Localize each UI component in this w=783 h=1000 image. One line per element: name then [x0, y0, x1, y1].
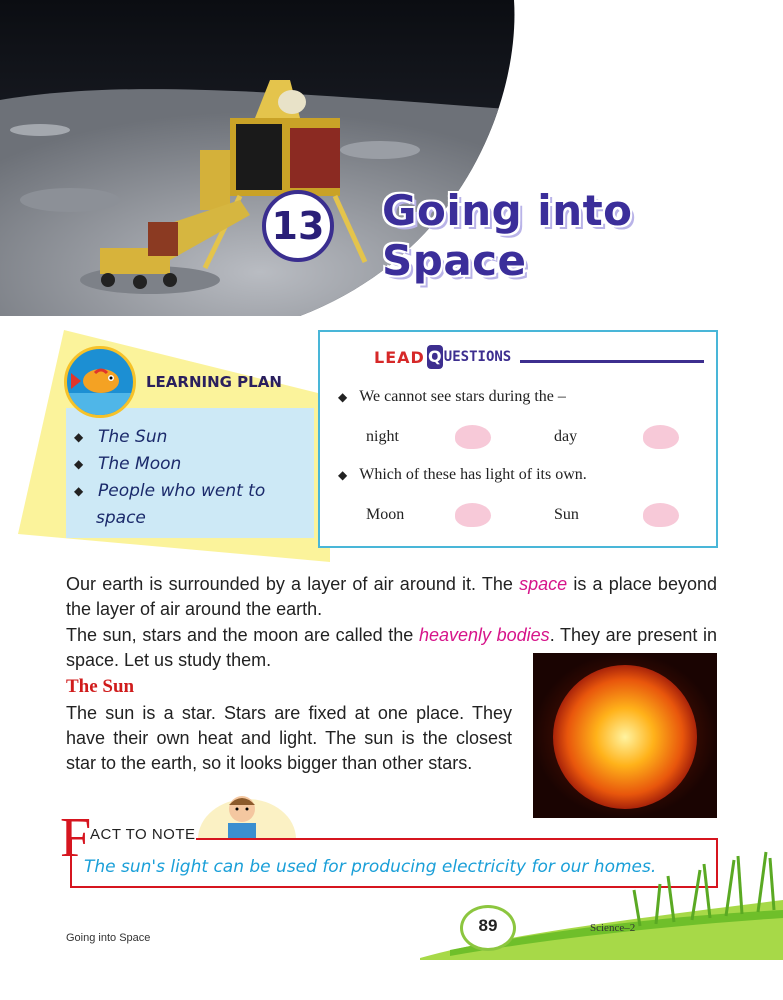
footer-subject: Science–2: [590, 922, 636, 934]
diamond-bullet-icon: ◆: [74, 457, 84, 471]
learning-plan-heading: LEARNING PLAN: [146, 373, 282, 391]
chapter-title: [382, 186, 762, 286]
fact-to-note-label: ACT TO NOTE: [90, 826, 196, 843]
section-heading-sun: The Sun: [66, 676, 135, 697]
keyword-space: space: [519, 574, 568, 594]
paragraph-space: Our earth is surrounded by a layer of air around it. The space is a place beyond the layer of air around the earth.: [66, 574, 717, 619]
answer-cloud-icon[interactable]: [643, 425, 679, 449]
question-1: ◆ We cannot see stars during the –: [338, 388, 566, 405]
learning-plan-list: [74, 424, 310, 532]
lead-word: LEAD: [374, 347, 425, 367]
diamond-bullet-icon: ◆: [338, 390, 348, 404]
chapter-title-line1: Going into: [382, 186, 633, 235]
paragraph-heavenly-bodies: The sun, stars and the moon are called the heavenly bodies. They are present in space. Let us study them.: [66, 625, 717, 670]
paragraph-sun: The sun is a star. Stars are fixed at one place. They have their own heat and light. The sun is the closest star to the earth, so it looks bigger than other stars.: [66, 703, 512, 773]
q2-option-moon: Moon: [366, 506, 405, 523]
q2-option-sun: Sun: [554, 506, 579, 523]
fact-to-note-text: The sun's light can be used for producing electricity for our homes.: [84, 857, 657, 877]
diamond-bullet-icon: ◆: [74, 430, 84, 444]
list-item: ◆ People who went to: [74, 478, 310, 505]
q1-option-night: night: [366, 428, 399, 445]
lead-questions-heading: [374, 344, 511, 370]
question-mark-icon: Q: [427, 345, 443, 369]
footer-chapter-name: Going into Space: [66, 932, 151, 944]
list-item: ◆ The Sun: [74, 424, 310, 451]
answer-cloud-icon[interactable]: [455, 503, 491, 527]
thinking-boy-illustration: [198, 787, 296, 839]
hero-banner: [0, 0, 783, 318]
diamond-bullet-icon: ◆: [74, 484, 84, 498]
answer-cloud-icon[interactable]: [643, 503, 679, 527]
answer-cloud-icon[interactable]: [455, 425, 491, 449]
sun-photo: [533, 653, 717, 818]
diamond-bullet-icon: ◆: [338, 468, 348, 482]
fact-big-letter: F: [60, 807, 92, 869]
list-item: ◆ The Moon: [74, 451, 310, 478]
chapter-number-badge: 13: [262, 190, 334, 262]
page-number: 89: [478, 916, 498, 935]
chapter-title-line2: Space: [382, 236, 527, 285]
heading-underline: [520, 360, 704, 363]
q1-option-day: day: [554, 428, 578, 445]
fish-icon: [64, 346, 136, 418]
list-item: space: [96, 508, 146, 528]
question-2: ◆ Which of these has light of its own.: [338, 466, 587, 483]
questions-word: UESTIONS: [443, 349, 512, 365]
keyword-heavenly-bodies: heavenly bodies: [418, 625, 550, 645]
